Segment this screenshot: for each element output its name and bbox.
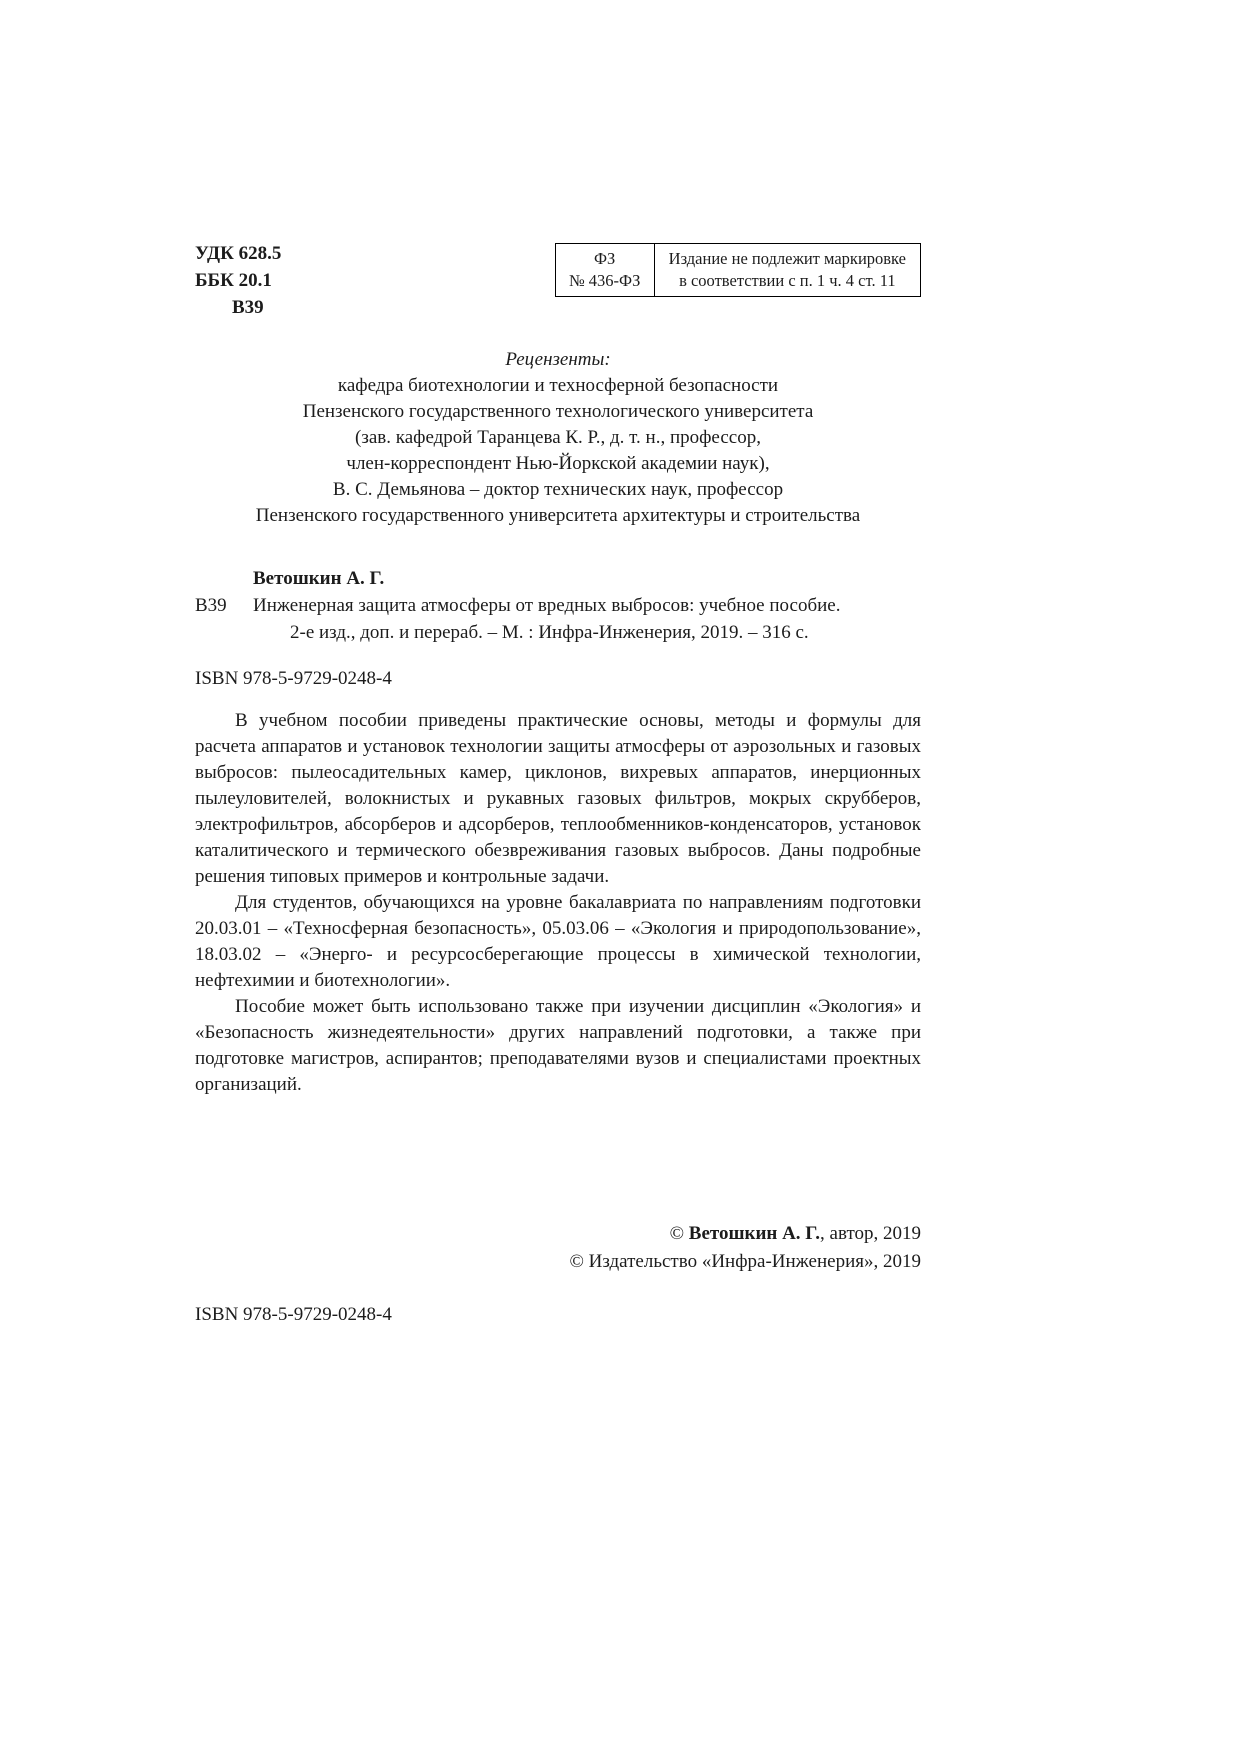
law-notice-line1: Издание не подлежит маркировке [668,249,906,268]
law-box-text-cell [655,244,920,296]
copyright-line-publisher: © Издательство «Инфра-Инженерия», 2019 [569,1251,921,1272]
copyright-line-author [195,1220,921,1248]
isbn-top: ISBN 978-5-9729-0248-4 [195,668,392,689]
catalog-entry-line2: 2-е изд., доп. и перераб. – М. : Инфра-Инженерия, 2019. – 316 с. [290,622,809,643]
reviewer-line: Пензенского государственного технологического университета [302,401,814,422]
law-box-fz-cell [556,244,655,296]
annotation-paragraph-1: В учебном пособии приведены практические основы, методы и формулы для расчета аппаратов и установок технологии защиты атмосферы от аэрозольных и газовых выбросов: пылеосадительных камер, циклонов, вихревых аппаратов, инерционных пылеуловителей, волокнистых и рукавных газовых фильтров, мокрых скрубберов, электрофильтров, абсорберов и адсорберов, теплообменников-конденсаторов, установок каталитического и термического обезвреживания газовых выбросов. Даны подробные решения типовых примеров и контрольные задачи. [195,710,921,887]
age-marking-notice-box [555,243,921,297]
reviewer-line: кафедра биотехнологии и техносферной безопасности [337,375,779,396]
annotation-paragraph-2: Для студентов, обучающихся на уровне бакалавриата по направлениям подготовки 20.03.01 – «Техносферная безопасность», 05.03.06 – «Экология и природопользование», 18.03.02 – «Энерго- и ресурсосберегающие процессы в химической технологии, нефтехимии и биотехнологии». [195,892,921,991]
catalog-entry [195,565,921,646]
reviewer-line: В. С. Демьянова – доктор технических наук, профессор [332,479,784,500]
catalog-title-line: Инженерная защита атмосферы от вредных выбросов: учебное пособие. [253,595,841,616]
copyright-section [195,1220,921,1276]
isbn-bottom: ISBN 978-5-9729-0248-4 [195,1304,392,1325]
reviewers-section [195,347,921,529]
author-sign-code: В39 [232,297,264,318]
law-notice-line2: в соответствии с п. 1 ч. 4 ст. 11 [679,271,896,290]
catalog-author-sign: В39 [195,595,227,616]
copyright-author-suffix: , автор, 2019 [820,1223,921,1244]
reviewers-heading: Рецензенты: [505,349,611,370]
reviewer-line: Пензенского государственного университета архитектуры и строительства [255,505,861,526]
udc-code: УДК 628.5 [195,243,282,264]
catalog-entry-line1 [195,592,921,619]
page-content [195,240,921,1328]
annotation-section [195,708,921,1098]
copyright-author-name: Ветошкин А. Г. [688,1223,821,1244]
reviewer-line: член-корреспондент Нью-Йоркской академии наук), [346,453,770,474]
catalog-author: Ветошкин А. Г. [253,568,385,589]
bbk-code: ББК 20.1 [195,270,272,291]
annotation-paragraph-3: Пособие может быть использовано также при изучении дисциплин «Экология» и «Безопасность жизнедеятельности» других направлений подготовки, а также при подготовке магистров, аспирантов; преподавателями вузов и специалистами проектных организаций. [195,996,921,1095]
reviewer-line: (зав. кафедрой Таранцева К. Р., д. т. н., профессор, [355,427,761,448]
top-row [195,240,921,321]
fz-number: № 436-ФЗ [568,271,641,290]
copyright-symbol: © [669,1223,689,1244]
fz-label: ФЗ [594,249,616,268]
classification-codes [195,240,281,321]
